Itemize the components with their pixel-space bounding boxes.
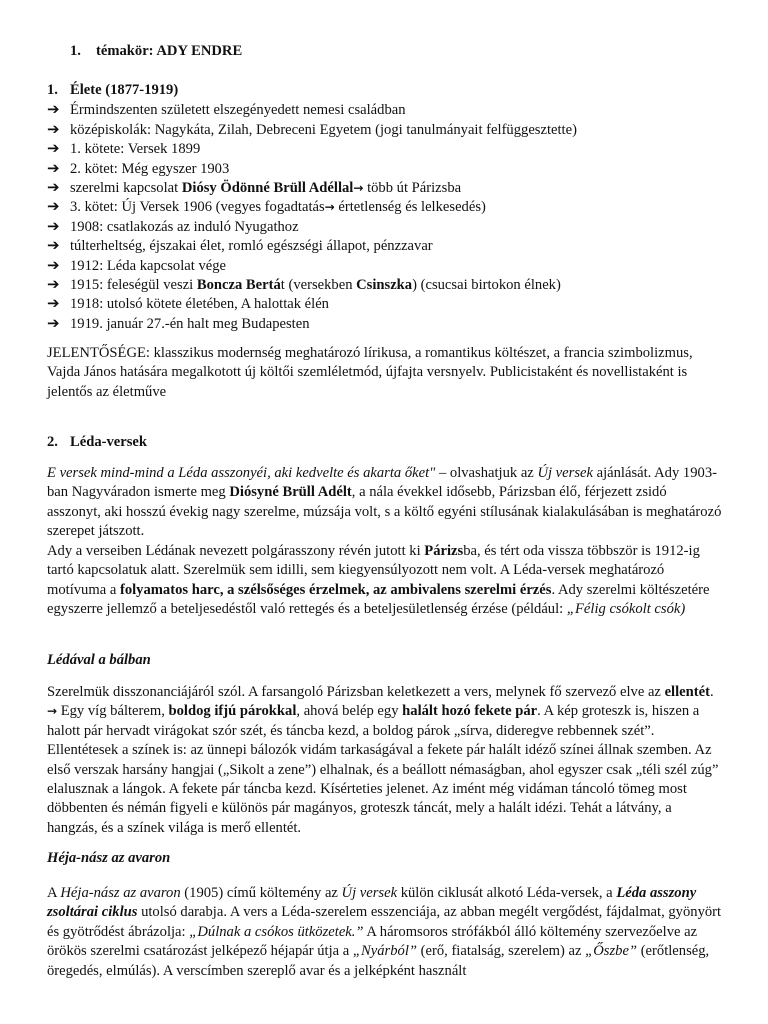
list-item: ➔ szerelmi kapcsolat Diósy Ödönné Brüll Adéllal→ több út Párizsba bbox=[47, 177, 462, 196]
arrow-right-icon: ➔ bbox=[47, 119, 60, 138]
significance-paragraph: JELENTŐSÉGE: klasszikus modernség meghatározó lírikusa, a romantikus költészet, a francia szimbolizmus, Vajda János hatására megalkotott új költői szemléletmód, újfajta versnyelv. Publicistaként és novellistaként is jelentős az életműve bbox=[47, 345, 693, 400]
arrow-right-icon: ➔ bbox=[47, 216, 60, 235]
arrow-right-icon: ➔ bbox=[47, 313, 60, 332]
list-item: ➔ 2. kötet: Még egyszer 1903 bbox=[47, 158, 230, 177]
leda-paragraph-1: E versek mind-mind a Léda asszonyéi, aki kedvelte és akarta őket" – olvashatjuk az Új versek ajánlását. Ady 1903-ban Nagyváradon ismerte meg Diósyné Brüll Adélt, a nála évekkel idősebb, Párizsban élő, férjezett zsidó asszonyt, aki hosszú évekig nagy szerelme, múzsája volt, s a költő egyéni stílusának kialakulásában is meghatározó szerepet játszott. bbox=[47, 465, 722, 540]
title-number: 1. bbox=[70, 43, 81, 59]
balban-heading: Lédával a bálban bbox=[47, 652, 151, 668]
list-item: ➔ túlterheltség, éjszakai élet, romló egészségi állapot, pénzzavar bbox=[47, 236, 433, 255]
list-item: ➔ 1918: utolsó kötete életében, A halottak élén bbox=[47, 294, 329, 313]
heja-paragraph: A Héja-nász az avaron (1905) című költemény az Új versek külön ciklusát alkotó Léda-versek, a Léda asszony zsoltárai ciklus utolsó darabja. A vers a Léda-szerelem esszenciája, az abban megélt vergődést, fájdalmat, gyönyört és gyötrődést ábrázolja: „Dúlnak a csókos ütközetek.” A háromsoros strófákból álló költemény szervezőelve az örökös szerelmi csatározást jelképező héjapár útja a „Nyárból” (erő, fiatalság, szerelem) az „Őszbe” (erőtlenség, öregedés, elmúlás). A verscímben szereplő avar és a jelképként használt bbox=[47, 885, 722, 979]
title-text: témakör: ADY ENDRE bbox=[96, 43, 243, 59]
list-item: ➔ Érmindszenten született elszegényedett nemesi családban bbox=[47, 100, 406, 119]
life-section bbox=[47, 81, 722, 333]
list-item: ➔ 1919. január 27.-én halt meg Budapesten bbox=[47, 313, 310, 332]
arrow-right-icon: ➔ bbox=[47, 236, 60, 255]
arrow-right-icon: ➔ bbox=[47, 255, 60, 274]
inline-arrow-icon: → bbox=[324, 200, 335, 215]
document-title bbox=[70, 42, 242, 61]
arrow-right-icon: ➔ bbox=[47, 177, 60, 196]
inline-arrow-icon: → bbox=[353, 180, 364, 195]
list-item: ➔ 1908: csatlakozás az induló Nyugathoz bbox=[47, 216, 299, 235]
inline-arrow-icon: → bbox=[47, 704, 58, 719]
list-item: ➔ 1915: feleségül veszi Boncza Bertát (versekben Csinszka) (csucsai birtokon élnek) bbox=[47, 274, 561, 293]
list-item: ➔ 3. kötet: Új Versek 1906 (vegyes fogadtatás→ értetlenség és lelkesedés) bbox=[47, 197, 486, 216]
arrow-right-icon: ➔ bbox=[47, 100, 60, 119]
life-heading: 1. Élete (1877-1919) bbox=[47, 82, 179, 98]
balban-paragraph: Szerelmük disszonanciájáról szól. A farsangoló Párizsban keletkezett a vers, melynek fő szervező elve az ellentét. → Egy víg bálterem, boldog ifjú párokkal, ahová belép egy halált hozó fekete pár. A kép groteszk is, hiszen a halott pár hervadt virágokat szór szét, és táncba kezd, a boldog párok „sírva, dideregve rebbennek szét”. Ellentétesek a színek is: az ünnepi bálozók vidám tarkaságával a fekete pár halált idéző színei állnak szemben. Az első verszak harsány hangjai („Sikolt a zene”) elhalnak, és a beállott némaságban, ahol egyszer csak „téli szél zúg” elalusznak a lángok. A fekete pár táncba kezd. Kísérteties jelenet. Az imént még vidáman táncoló tömeg most döbbenten és némán figyeli e különös pár magányos, groteszk táncát, mely a halált idézi. Tehát a látvány, a hangzás, és a színek világa is merő ellentét. bbox=[47, 684, 719, 836]
arrow-right-icon: ➔ bbox=[47, 274, 60, 293]
arrow-right-icon: ➔ bbox=[47, 294, 60, 313]
arrow-right-icon: ➔ bbox=[47, 158, 60, 177]
life-bullet-list bbox=[47, 100, 722, 333]
leda-heading: 2. Léda-versek bbox=[47, 434, 148, 450]
arrow-right-icon: ➔ bbox=[47, 197, 60, 216]
list-item: ➔ 1912: Léda kapcsolat vége bbox=[47, 255, 227, 274]
list-item: ➔ középiskolák: Nagykáta, Zilah, Debreceni Egyetem (jogi tanulmányait felfüggesztette) bbox=[47, 119, 577, 138]
list-item: ➔ 1. kötete: Versek 1899 bbox=[47, 139, 201, 158]
heja-heading: Héja-nász az avaron bbox=[47, 850, 171, 866]
arrow-right-icon: ➔ bbox=[47, 139, 60, 158]
leda-paragraph-2: Ady a verseiben Lédának nevezett polgárasszony révén jutott ki Párizsba, és tért oda vissza többször is 1912-ig tartó kapcsolatuk alatt. Szerelmük sem idilli, sem kiegyensúlyozott nem volt. A Léda-versek meghatározó motívuma a folyamatos harc, a szélsőséges érzelmek, az ambivalens szerelmi érzés. Ady szerelmi költészetére egyszerre jellemző a beteljesedéstől való rettegés és a beteljesületlenség érzése (például: „Félig csókolt csók) bbox=[47, 543, 710, 618]
